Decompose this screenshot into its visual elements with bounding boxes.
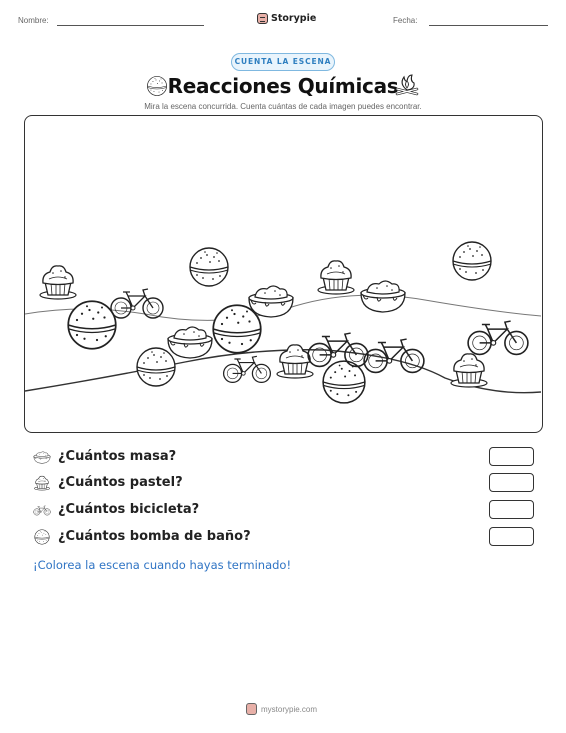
bath-bomb bbox=[68, 301, 116, 349]
bicycle bbox=[111, 289, 163, 318]
bath-bomb bbox=[137, 348, 175, 386]
bath-bomb bbox=[213, 305, 261, 353]
cupcake bbox=[318, 261, 354, 294]
campfire-icon bbox=[394, 73, 420, 99]
brand-name: Storypie bbox=[271, 12, 317, 24]
date-field[interactable] bbox=[429, 25, 548, 26]
page-title: Reacciones Químicas bbox=[167, 74, 399, 98]
storypie-logo-icon bbox=[246, 703, 257, 715]
dough-bowl bbox=[249, 286, 293, 317]
busy-scene-illustration bbox=[25, 116, 541, 431]
question-row bbox=[33, 447, 538, 469]
answer-box[interactable] bbox=[489, 473, 534, 492]
scene-frame bbox=[24, 115, 543, 433]
coloring-instruction: ¡Colorea la escena cuando hayas terminado! bbox=[33, 558, 292, 572]
bath-bomb bbox=[453, 242, 491, 280]
bicycle bbox=[468, 321, 528, 354]
bath-bomb bbox=[323, 361, 365, 403]
instructions-subtitle: Mira la escena concurrida. Cuenta cuántas de cada imagen puedes encontrar. bbox=[144, 102, 422, 111]
title-row bbox=[0, 72, 566, 100]
name-label: Nombre: bbox=[18, 16, 49, 25]
cupcake bbox=[40, 266, 76, 299]
question-label: ¿Cuántos bomba de baño? bbox=[58, 529, 251, 544]
bath-bomb bbox=[190, 248, 228, 286]
cupcake-icon bbox=[33, 475, 51, 491]
name-field[interactable] bbox=[57, 25, 204, 26]
dough-bowl-icon bbox=[33, 449, 51, 465]
question-label: ¿Cuántos pastel? bbox=[58, 475, 183, 490]
footer-site: mystorypie.com bbox=[261, 704, 318, 714]
bicycle-icon bbox=[33, 502, 51, 518]
answer-box[interactable] bbox=[489, 527, 534, 546]
question-label: ¿Cuántos bicicleta? bbox=[58, 502, 200, 517]
question-row bbox=[33, 473, 538, 495]
brand-logo bbox=[257, 11, 316, 25]
bath-bomb-icon bbox=[33, 529, 51, 545]
answer-box[interactable] bbox=[489, 447, 534, 466]
dough-bowl bbox=[361, 281, 405, 312]
activity-badge: CUENTA LA ESCENA bbox=[231, 53, 335, 71]
date-label: Fecha: bbox=[393, 16, 418, 25]
question-label: ¿Cuántos masa? bbox=[58, 449, 177, 464]
question-row bbox=[33, 527, 538, 549]
answer-box[interactable] bbox=[489, 500, 534, 519]
dough-bowl bbox=[168, 327, 212, 358]
cupcake bbox=[451, 354, 487, 387]
storypie-logo-icon bbox=[257, 13, 268, 24]
footer-brand bbox=[246, 703, 317, 715]
question-row bbox=[33, 500, 538, 522]
bicycle bbox=[224, 356, 271, 382]
